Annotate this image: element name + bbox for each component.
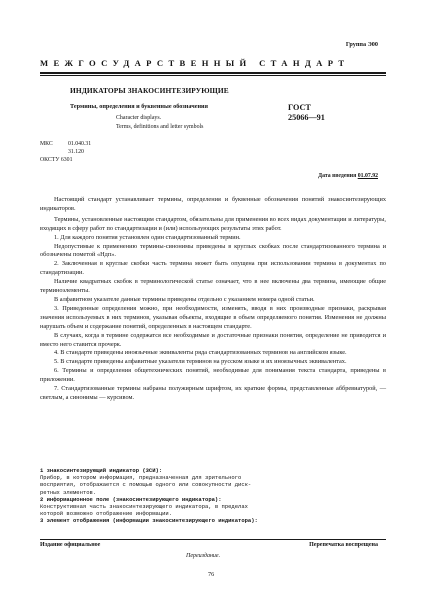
paragraph: Наличие квадратных скобок в терминологической статье означает, что в нее включены два термина, имеющие общие терминоэлементы.: [40, 278, 386, 295]
english-title-line-2: Terms, definitions and letter symbols: [116, 124, 204, 130]
paragraph: 2. Заключенная в круглые скобки часть термина может быть опущена при использовании термина в документах по стандартизации.: [40, 260, 386, 277]
paragraph: 7. Стандартизованные термины набраны полужирным шрифтом, их краткие формы, представленные аббревиатурой, — светлым, а синонимы — курсивом.: [40, 385, 386, 401]
term-definition-line: которой возможно отображение информации.: [40, 510, 173, 518]
paragraph: 1. Для каждого понятия установлен один стандартизованный термин.: [54, 233, 241, 241]
header-rule-thick: [40, 72, 386, 74]
intro-date-value: 01.07.92: [357, 173, 378, 179]
document-title: ИНДИКАТОРЫ ЗНАКОСИНТЕЗИРУЮЩИЕ: [70, 86, 229, 95]
classification-codes: [40, 140, 91, 165]
reprint-prohibited-label: Перепечатка воспрещена: [309, 542, 378, 548]
term-title: 1 знакосинтезирующий индикатор (ЗСИ):: [40, 467, 163, 474]
header-rule-thin: [40, 75, 386, 76]
term-definition-line: ретных элементов.: [40, 488, 97, 496]
terms-section: [40, 467, 340, 525]
gost-number: 25066—91: [288, 113, 325, 122]
reissue-label: Переиздание.: [186, 553, 221, 559]
code-row: [40, 140, 91, 148]
paragraph: Недопустимые к применению термины-синонимы приведены в круглых скобках после стандартизованного термина и обозначены пометой «Ндп».: [40, 242, 386, 259]
code-row: [40, 156, 91, 164]
official-edition-label: Издание официальное: [40, 542, 101, 548]
document-subtitle: Термины, определения и буквенные обозначения: [70, 103, 208, 110]
introduction-date: [318, 173, 378, 179]
paragraph: Настоящий стандарт устанавливает термины, определения и буквенные обозначения понятий знакосинтезирующих индикаторов.: [40, 196, 386, 212]
footer-rule: [40, 539, 386, 540]
gost-label: ГОСТ: [288, 103, 311, 112]
page-number: 76: [208, 571, 215, 578]
paragraph: 3. Приведенные определения можно, при необходимости, изменять, вводя в них производные признаки, раскрывая значения используемых в них терминов, указывая объекты, входящие в объем определяемого понятия. Изменения не должны нарушать объем и содержание понятий, определенных в настоящем стандарте.: [40, 304, 386, 330]
code-value: 01.040.31: [68, 141, 92, 147]
term-title: 2 информационное поле (знакосинтезирующего индикатора):: [40, 495, 222, 503]
classification-group: Группа Э00: [345, 41, 378, 48]
code-value: 31.120: [68, 149, 84, 156]
paragraph: В случаях, когда в термине содержатся все необходимые и достаточные признаки понятия, определение не приводится и вместо него ставится прочерк.: [40, 331, 386, 348]
body-text: [40, 196, 386, 403]
term-definition-line: Прибор, в котором информация, предназначенная для зрительного: [40, 474, 242, 482]
code-row: [40, 148, 91, 156]
code-key: МКС: [40, 141, 53, 147]
intro-date-label: Дата введения: [318, 173, 357, 179]
code-key: [40, 148, 68, 156]
code-key: ОКСТУ 6301: [40, 157, 73, 164]
term-definition-line: Конструктивная часть знакосинтезирующего индикатора, в пределах: [40, 503, 248, 511]
paragraph: 6. Термины и определения общетехнических понятий, необходимые для понимания текста стандарта, приведены в приложении.: [40, 367, 386, 384]
paragraph: 5. В стандарте приведены алфавитные указатели терминов на русском языке и их иноязычных эквивалентах.: [54, 358, 347, 366]
term-title: 3 элемент отображения (информации знакосинтезирующего индикатора):: [40, 517, 258, 525]
paragraph: В алфавитном указателе данные термины приведены отдельно с указанием номера одной статьи.: [54, 295, 315, 303]
english-title-line-1: Character displays.: [116, 115, 162, 121]
term-definition-line: восприятия, отображается с помощью одного или совокупности диск-: [40, 481, 252, 489]
standard-type-heading: МЕЖГОСУДАРСТВЕННЫЙ СТАНДАРТ: [40, 58, 350, 68]
paragraph: 4. В стандарте приведены иноязычные эквиваленты ряда стандартизованных терминов на английском языке.: [54, 349, 347, 357]
paragraph: Термины, установленные настоящим стандартом, обязательны для применения во всех видах документации и литературы, входящих в сферу работ по стандартизации и (или) использующих результаты этих работ.: [40, 215, 386, 232]
